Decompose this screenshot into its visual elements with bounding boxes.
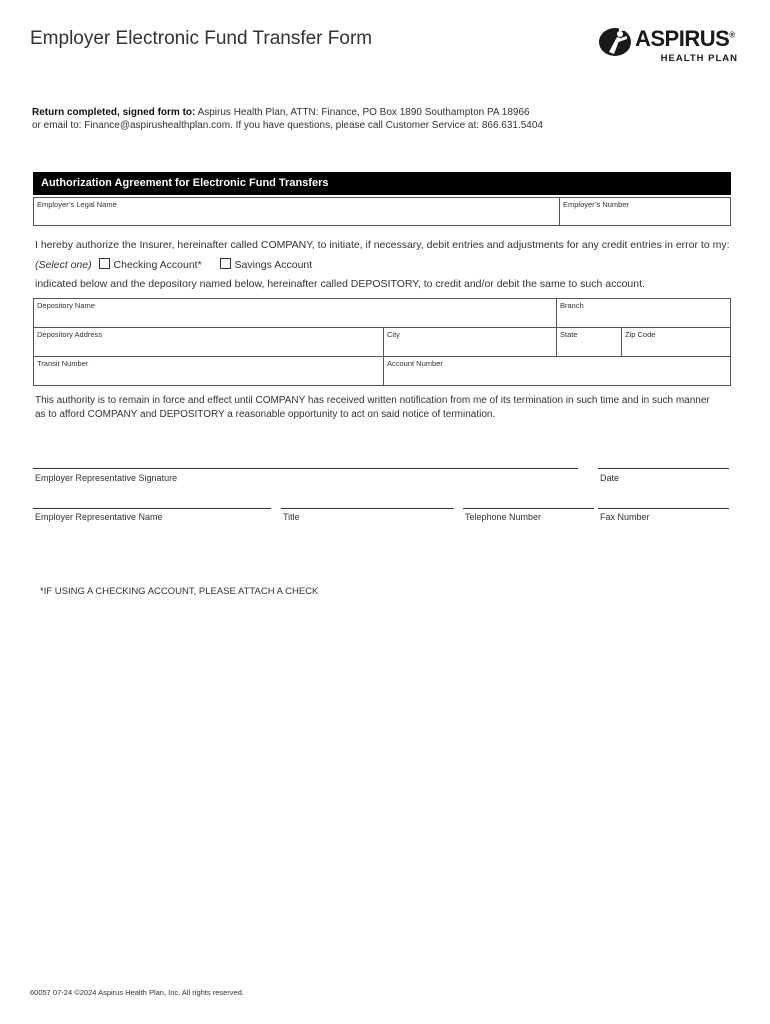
fax-line[interactable] (598, 508, 729, 509)
signature-line[interactable] (33, 468, 578, 469)
field-label: Depository Address (37, 330, 103, 339)
fax-label: Fax Number (600, 512, 650, 522)
checking-account-checkbox[interactable] (99, 258, 110, 269)
field-label: Account Number (387, 359, 443, 368)
return-instructions (32, 106, 543, 132)
return-email-line: or email to: Finance@aspirushealthplan.com. If you have questions, please call Customer Service at: 866.631.5404 (32, 120, 543, 131)
depository-name-field[interactable] (34, 299, 556, 327)
field-label: Depository Name (37, 301, 95, 310)
checking-note: *IF USING A CHECKING ACCOUNT, PLEASE ATTACH A CHECK (40, 586, 319, 597)
depository-text: indicated below and the depository named below, hereinafter called DEPOSITORY, to credit and/or debit the same to such account. (35, 278, 645, 290)
authorization-text: I hereby authorize the Insurer, hereinafter called COMPANY, to initiate, if necessary, debit entries and adjustments for any credit entries in error to my: (35, 239, 730, 251)
page-title: Employer Electronic Fund Transfer Form (30, 28, 373, 49)
representative-name-line[interactable] (33, 508, 271, 509)
employer-number-field[interactable] (559, 197, 731, 226)
field-label: Zip Code (625, 330, 656, 339)
field-label: Employer’s Number (563, 200, 629, 209)
field-label: Transit Number (37, 359, 89, 368)
state-field[interactable] (557, 328, 621, 356)
return-label: Return completed, signed form to: (32, 107, 196, 118)
signature-label: Employer Representative Signature (35, 473, 178, 483)
employer-legal-name-field[interactable] (33, 197, 560, 226)
account-type-selector (35, 258, 312, 271)
depository-address-field[interactable] (34, 328, 383, 356)
date-line[interactable] (598, 468, 729, 469)
savings-account-checkbox[interactable] (220, 258, 231, 269)
footer-copyright: 60057 07-24 ©2024 Aspirus Health Plan, Inc. All rights reserved. (30, 988, 244, 997)
return-address: Aspirus Health Plan, ATTN: Finance, PO Box 1890 Southampton PA 18966 (195, 107, 530, 118)
zip-code-field[interactable] (622, 328, 730, 356)
authority-text: This authority is to remain in force and effect until COMPANY has received written notification from me of its termination in such time and in such manner as to afford COMPANY and DEPOSITORY a reasonable opportunity to act on said notice of termination. (35, 395, 710, 420)
section-header-bar (33, 172, 731, 195)
telephone-label: Telephone Number (465, 512, 542, 522)
title-line[interactable] (281, 508, 454, 509)
section-title: Authorization Agreement for Electronic Fund Transfers (41, 177, 329, 189)
field-label: State (560, 330, 578, 339)
aspirus-logo (597, 22, 742, 68)
transit-number-field[interactable] (34, 357, 383, 386)
select-one-label: (Select one) (35, 259, 92, 271)
depository-grid (33, 298, 731, 386)
field-label: Employer’s Legal Name (37, 200, 117, 209)
field-label: Branch (560, 301, 584, 310)
representative-name-label: Employer Representative Name (35, 512, 163, 522)
savings-account-label: Savings Account (234, 259, 313, 271)
logo-subtitle: HEALTH PLAN (660, 53, 738, 64)
account-number-field[interactable] (384, 357, 730, 386)
city-field[interactable] (384, 328, 556, 356)
checking-account-label: Checking Account* (113, 259, 202, 271)
field-label: City (387, 330, 400, 339)
title-label: Title (283, 512, 300, 522)
telephone-line[interactable] (463, 508, 594, 509)
date-label: Date (600, 473, 620, 483)
logo-wordmark: ASPIRUS® (635, 26, 735, 51)
aspirus-figure-icon (597, 22, 637, 62)
branch-field[interactable] (557, 299, 730, 327)
